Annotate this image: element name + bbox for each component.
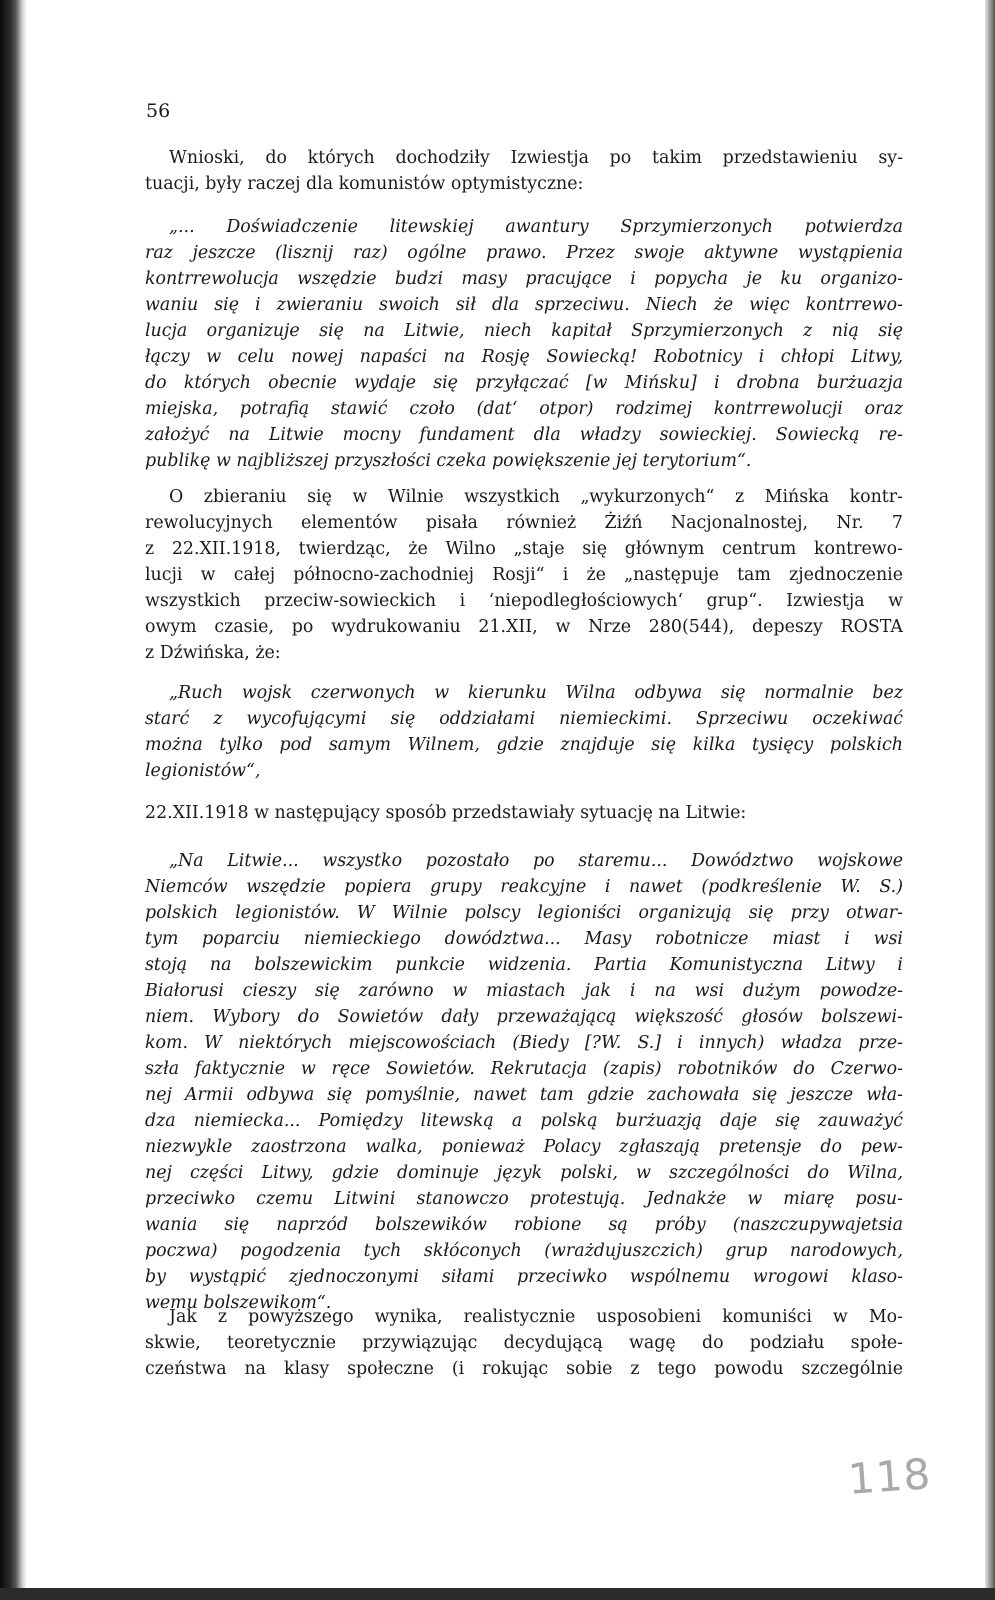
text-line: skwie, teoretycznie przywiązując decydującą wagę do podziału społe- xyxy=(145,1333,903,1353)
text-line: starć z wycofującymi się oddziałami niemieckimi. Sprzeciwu oczekiwać xyxy=(145,709,903,729)
quote-na-litwie xyxy=(145,848,903,1316)
text-line: legionistów“, xyxy=(145,761,261,781)
paragraph-intro xyxy=(145,145,903,197)
quote-izwiestja xyxy=(145,214,903,474)
text-line: założyć na Litwie mocny fundament dla władzy sowieckiej. Sowiecką re- xyxy=(145,425,903,445)
page-number: 56 xyxy=(146,100,171,122)
text-line: wszystkich przeciw-sowieckich i ‘niepodległościowych‘ grup“. Izwiestja w xyxy=(145,591,903,611)
text-line: O zbieraniu się w Wilnie wszystkich „wykurzonych“ z Mińska kontr- xyxy=(169,487,903,507)
text-line: łączy w celu nowej napaści na Rosję Sowiecką! Robotnicy i chłopi Litwy, xyxy=(145,347,903,367)
text-line: by wystąpić zjednoczonymi siłami przeciwko wspólnemu wrogowi klaso- xyxy=(145,1267,903,1287)
text-line: poczwa) pogodzenia tych skłóconych (wrażdujuszczich) grup narodowych, xyxy=(145,1241,903,1261)
text-line: „Ruch wojsk czerwonych w kierunku Wilna odbywa się normalnie bez xyxy=(169,683,903,703)
text-line: Białorusi cieszy się zarówno w miastach jak i na wsi dużym powodze- xyxy=(145,981,903,1001)
text-line: wemu bolszewikom“. xyxy=(145,1293,332,1313)
paragraph-conclusion xyxy=(145,1304,903,1382)
text-line: owym czasie, po wydrukowaniu 21.XII, w Nrze 280(544), depeszy ROSTA xyxy=(145,617,903,637)
text-line: „Na Litwie... wszystko pozostało po staremu... Dowództwo wojskowe xyxy=(169,851,903,871)
text-line: Niemców wszędzie popiera grupy reakcyjne i nawet (podkreślenie W. S.) xyxy=(145,877,903,897)
quote-rosta xyxy=(145,680,903,784)
text-line: publikę w najbliższej przyszłości czeka powiększenie jej terytorium“. xyxy=(145,451,752,471)
paragraph-date-line xyxy=(145,800,903,826)
text-line: tym poparciu niemieckiego dowództwa... Masy robotnicze miast i wsi xyxy=(145,929,903,949)
text-line: polskich legionistów. W Wilnie polscy legioniści organizują się przy otwar- xyxy=(145,903,903,923)
text-line: do których obecnie wydaje się przyłączać [w Mińsku] i drobna burżuazja xyxy=(145,373,903,393)
text-line: wania się naprzód bolszewików robione są próby (naszczupywajetsia xyxy=(145,1215,903,1235)
text-line: miejska, potrafią stawić czoło (dat‘ otpor) rodzimej kontrrewolucji oraz xyxy=(145,399,903,419)
text-line: kontrrewolucja wszędzie budzi masy pracujące i popycha je ku organizo- xyxy=(145,269,903,289)
text-line: z Dźwińska, że: xyxy=(145,643,281,663)
handwritten-page-note: 118 xyxy=(846,1449,933,1504)
text-line: waniu się i zwieraniu swoich sił dla sprzeciwu. Niech że więc kontrrewo- xyxy=(145,295,903,315)
text-line: niezwykle zaostrzona walka, ponieważ Polacy zgłaszają pretensje do pew- xyxy=(145,1137,903,1157)
text-line: Wnioski, do których dochodziły Izwiestja po takim przedstawieniu sy- xyxy=(169,148,903,168)
text-line: nej Armii odbywa się pomyślnie, nawet tam gdzie zachowała się jeszcze wła- xyxy=(145,1085,903,1105)
text-line: tuacji, były raczej dla komunistów optymistyczne: xyxy=(145,174,584,194)
text-line: rewolucyjnych elementów pisała również Żiźń Nacjonalnostej, Nr. 7 xyxy=(145,513,903,533)
text-line: niem. Wybory do Sowietów dały przeważającą większość głosów bolszewi- xyxy=(145,1007,903,1027)
text-line: nej części Litwy, gdzie dominuje język polski, w szczególności do Wilna, xyxy=(145,1163,903,1183)
text-line: 22.XII.1918 w następujący sposób przedstawiały sytuację na Litwie: xyxy=(145,803,747,823)
text-line: przeciwko czemu Litwini stanowczo protestują. Jednakże w miarę posu- xyxy=(145,1189,903,1209)
text-line: Jak z powyższego wynika, realistycznie usposobieni komuniści w Mo- xyxy=(169,1307,903,1327)
text-line: czeństwa na klasy społeczne (i rokując sobie z tego powodu szczególnie xyxy=(145,1359,903,1379)
text-line: „... Doświadczenie litewskiej awantury Sprzymierzonych potwierdza xyxy=(169,217,903,237)
text-line: stoją na bolszewickim punkcie widzenia. Partia Komunistyczna Litwy i xyxy=(145,955,903,975)
text-line: raz jeszcze (lisznij raz) ogólne prawo. Przez swoje aktywne wystąpienia xyxy=(145,243,903,263)
text-line: można tylko pod samym Wilnem, gdzie znajduje się kilka tysięcy polskich xyxy=(145,735,903,755)
text-line: lucji w całej północno-zachodniej Rosji“ i że „następuje tam zjednoczenie xyxy=(145,565,903,585)
text-line: kom. W niektórych miejscowościach (Biedy [?W. S.] i innych) władza prze- xyxy=(145,1033,903,1053)
text-line: dza niemiecka... Pomiędzy litewską a polską burżuazją daje się zauważyć xyxy=(145,1111,903,1131)
text-line: szła faktycznie w ręce Sowietów. Rekrutacja (zapis) robotników do Czerwo- xyxy=(145,1059,903,1079)
text-line: lucja organizuje się na Litwie, niech kapitał Sprzymierzonych z nią się xyxy=(145,321,903,341)
paragraph-zizn-nacjonalnostej xyxy=(145,484,903,666)
text-line: z 22.XII.1918, twierdząc, że Wilno „staje się głównym centrum kontrewo- xyxy=(145,539,903,559)
